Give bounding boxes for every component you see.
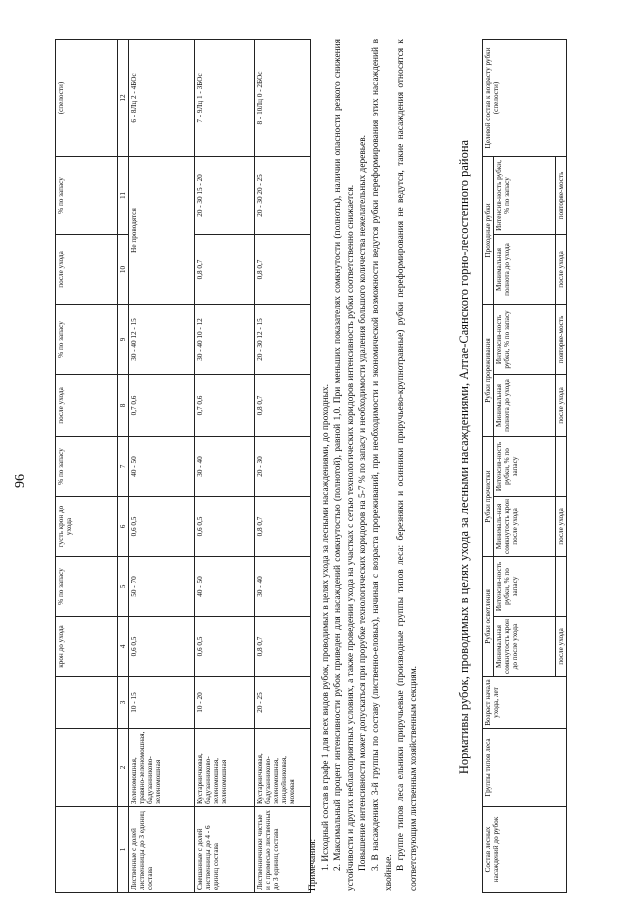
header-pct-2: % по запасу [56,437,118,497]
header-intensity: Интенсив-ность рубки, % по запасу [494,304,556,374]
col-number: 5 [118,557,129,617]
note-paragraph: 2. Максимальный процент интенсивности рубок приведен для насаждений сомкнутостью (полнотой), равной 1,0. При меньших показателях сомкнутости (полноты), наличии опасности резкого снижения устойчивости и других неблагоприятных условиях, а также проведении ухода на участках с сетью технологических коридоров интенсивность рубки соответственно снижается. [333,39,356,891]
cell-forest-type: Зеленомошная, травяно-зеленомошная, бадузанниково-зеленомошная [129,729,195,807]
header-after: после ухода [556,234,567,304]
header-cell-blank [56,729,118,807]
header-cell-blank [56,677,118,729]
col-number: 11 [118,157,129,235]
cell-value: 20 - 30 15 - 20 [195,157,255,235]
cell-value: 0,7 0,6 [195,375,255,437]
cell-value: 0,8 0,7 [255,497,311,557]
header-min-crown: Минимальная сомкнутость крон до после ухода [494,617,556,677]
header-pct-3: % по запасу [56,305,118,375]
col-number: 2 [118,729,129,807]
header-age: Возраст начала ухода, лет [483,677,567,729]
header-cell-blank [556,437,567,497]
header-cell-blank [556,557,567,617]
header-crown: крон до ухода [56,617,118,677]
cell-value: 0,8 0,7 [255,375,311,437]
note-paragraph: Повышение интенсивности может допускаться при прорубке технологических коридоров на 5-7 % по запасу и необходимости удаления большого количества нежелательных деревьев. [358,135,369,871]
header-crown-2: густь крон до ухода [56,497,118,557]
header-target-composition: Целевой состав к возрасту рубки (спелости) [483,39,567,156]
header-spelost: (спелости) [56,40,118,157]
cell-value: 30 - 40 [195,437,255,497]
header-pct-4: % по запасу [56,157,118,235]
col-number: 12 [118,40,129,157]
cell-value: 20 - 30 20 - 25 [255,157,311,235]
header-cell-blank [56,807,118,893]
cell-forest-type: Кустарничковая, бадузанниково-зеленомошная, линдейниковая, моховая [255,729,311,807]
cell-value: 0,8 0,7 [255,235,311,305]
col-number: 1 [118,807,129,893]
cell-value: 0,6 0,5 [129,617,195,677]
note-paragraph: 3. В насаждениях 3-й группы по составу (лиственно-еловых), начиная с возраста прореживаний, при необходимости и экономической возможности ведутся рубки переформирования этих насаждений в хвойные. [370,39,394,891]
table-row [129,40,195,893]
section-title: Нормативы рубок, проводимых в целях ухода за лесными насаждениями, Алтае-Саянского горно-лесостепного района [457,139,471,775]
cell-value: 30 - 40 12 - 15 [129,305,195,375]
header-pct-1: % по запасу [56,557,118,617]
note-paragraph: 1. Исходный состав в графе 1 для всех видов рубок, проводимых в целях ухода за лесными насаждениями, до проходных. [320,384,331,871]
header-intensity: Интенсив-ность рубки, % по запасу [494,437,556,497]
notes-section [307,39,420,891]
header-intensity: Интенсив-ность рубки, % по запасу [494,557,556,617]
notes-heading: Примечания: [308,838,318,891]
cell-target: 8 - 10Лц 0 - 2БОс [255,40,311,157]
table-row [195,40,255,893]
header-repeat: повторяе-мость [556,156,567,234]
cell-value: 20 - 30 [255,437,311,497]
note-paragraph: В группе типов леса ельники приручьевые (производные группы типов леса: березняки и осинники приручьево-крупнотравные) рубки переформирования не ведутся, такие насаждения относятся к соответствующим лиственным хозяйственным секциям. [396,39,419,891]
cell-value: 0,7 0,6 [129,375,195,437]
cell-value: 50 - 70 [129,557,195,617]
header-composition: Состав лесных насаждений до рубок [483,807,567,893]
cell-composition: Смешанные с долей лиственницы до 4 - 6 единиц состава [195,807,255,893]
group-osvetlenie: Рубки осветления [483,557,494,677]
header-after: после ухода [556,617,567,677]
header-after: после ухода [556,497,567,557]
table-row [255,40,311,893]
col-number: 10 [118,235,129,305]
cell-value: 0,8 0,7 [255,617,311,677]
header-after-4: после ухода [56,235,118,305]
cell-value: 40 - 50 [195,557,255,617]
cell-value: 40 - 50 [129,437,195,497]
cell-value: 30 - 40 10 - 12 [195,305,255,375]
cell-target: 6 - 8Лц 2 - 4БОс [129,40,195,157]
cell-composition: Лиственничники чистые и с примесью лиственных до 3 единиц состава [255,807,311,893]
col-number: 4 [118,617,129,677]
header-min-fullness: Минимальная полнота до ухода [494,234,556,304]
cell-not-conducted: Не проводятся [129,157,195,305]
col-number: 6 [118,497,129,557]
cell-value: 30 - 40 [255,557,311,617]
cell-value: 0,6 0,5 [195,617,255,677]
cell-age: 20 - 25 [255,677,311,729]
cell-forest-type: Кустарничковая, бадузанниково-зеленомошная, зеленомошная [195,729,255,807]
cell-value: 0,8 0,7 [195,235,255,305]
cell-age: 10 - 15 [129,677,195,729]
col-number: 8 [118,375,129,437]
group-prochistka: Рубки прочистки [483,437,494,557]
header-forest-types: Группы типов леса [483,729,567,807]
cell-value: 0,6 0,5 [195,497,255,557]
cell-value: 20 - 30 12 - 15 [255,305,311,375]
cell-age: 10 - 20 [195,677,255,729]
col-number: 9 [118,305,129,375]
page-number: 96 [13,474,28,488]
header-min-fullness: Минимальная полнота до ухода [494,375,556,437]
cell-target: 7 - 9Лц 1 - 3БОс [195,40,255,157]
col-number: 3 [118,677,129,729]
standards-table-header [482,39,567,893]
group-prokhodnye: Проходные рубки [483,156,494,304]
group-prorezhivanie: Рубки прореживания [483,304,494,436]
header-min-crown: Минималь-ная сомкнутость крон после ухода [494,497,556,557]
cell-value: 0,6 0,5 [129,497,195,557]
col-number: 7 [118,437,129,497]
header-repeat: повторяе-мость [556,304,567,374]
header-after-3: после ухода [56,375,118,437]
header-intensity: Интенсив-ность рубки, % по запасу [494,156,556,234]
cell-composition: Лиственные с долей лиственницы до 3 единиц состава [129,807,195,893]
header-after: после ухода [556,375,567,437]
standards-table-continued [55,39,311,893]
